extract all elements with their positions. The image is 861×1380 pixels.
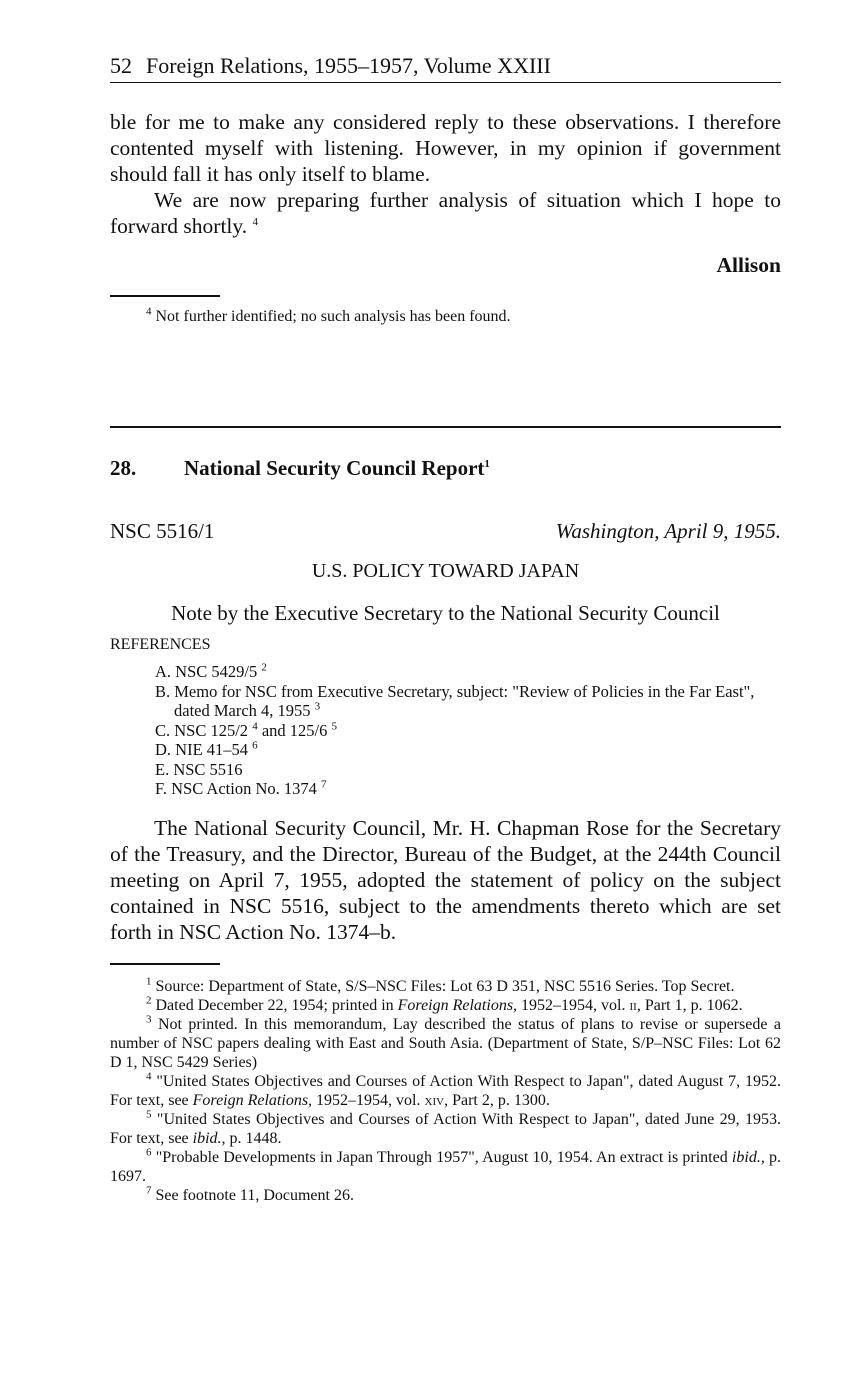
subject-title: U.S. POLICY TOWARD JAPAN	[311, 560, 580, 582]
page	[110, 52, 781, 1205]
reference-text: F. NSC Action No. 1374	[155, 779, 317, 798]
reference-text: B. Memo for NSC from Executive Secretary, subject: "Review of Policies in the Far East", dated March 4, 1955	[155, 681, 755, 720]
footnote-marker: 2	[146, 994, 152, 1007]
paragraph: ble for me to make any considered reply to these observations. I therefore contented myself with listening. However, in my opinion if government should fall it has only itself to blame.	[110, 110, 781, 186]
footnote-ref[interactable]: 2	[261, 661, 267, 674]
footnote-text: "Probable Developments in Japan Through 1957", August 10, 1954. An extract is printed	[155, 1148, 732, 1166]
footnote	[110, 1186, 781, 1205]
paragraph	[110, 187, 781, 239]
document-separator	[110, 426, 781, 428]
reference-text: C. NSC 125/2	[155, 720, 249, 740]
footnote-volume: xiv	[424, 1091, 445, 1109]
footnote	[110, 996, 781, 1015]
footnote	[110, 1015, 781, 1072]
footnote-text: 1952–1954, vol.	[312, 1091, 425, 1109]
continuation-text	[110, 109, 781, 239]
paragraph-text: We are now preparing further analysis of situation which I hope to forward shortly.	[110, 188, 781, 238]
footnote-ref[interactable]: 3	[314, 700, 321, 713]
footnote	[110, 1110, 781, 1148]
footnote-ref[interactable]: 7	[321, 778, 327, 791]
footnote-text: Not further identified; no such analysis has been found.	[155, 308, 511, 325]
footnote-text: "United States Objectives and Courses of Action With Respect to Japan", dated August 7, 1952. For text, see	[110, 1072, 781, 1109]
document-heading	[110, 456, 781, 481]
references-list	[155, 662, 781, 799]
signature: Allison	[716, 253, 781, 277]
footnote-marker: 4	[146, 1070, 152, 1083]
footnote-text: Not printed. In this memorandum, Lay described the status of plans to revise or supersede a number of NSC papers dealing with East and South Asia. (Department of State, S/P–NSC Files: Lot 62 D 1, NSC 5429 Series)	[110, 1015, 781, 1071]
footnote-marker: 6	[146, 1146, 152, 1159]
footnote-marker: 5	[146, 1108, 152, 1121]
document-title-text: National Security Council Report	[184, 456, 485, 480]
footnote-ref[interactable]: 1	[484, 458, 490, 470]
footnote-italic: ibid.,	[731, 1148, 765, 1166]
footnote-ref[interactable]: 6	[252, 739, 258, 752]
footnote-marker: 7	[146, 1184, 152, 1197]
running-header	[110, 52, 781, 83]
document-title	[184, 456, 490, 481]
footnote-text: , Part 2, p. 1300.	[444, 1091, 550, 1109]
footnotes	[110, 977, 781, 1205]
dateline: Washington, April 9, 1955.	[555, 519, 781, 543]
page-number: 52	[110, 53, 132, 78]
footnote-text: Source: Department of State, S/S–NSC Files: Lot 63 D 351, NSC 5516 Series. Top Secret.	[155, 977, 735, 995]
reference-item	[155, 662, 781, 682]
footnote-rule	[110, 963, 220, 965]
document-id: NSC 5516/1	[110, 519, 215, 543]
reference-item	[155, 779, 781, 799]
paragraph: The National Security Council, Mr. H. Chapman Rose for the Secretary of the Treasury, and the Director, Bureau of the Budget, at the 244th Council meeting on April 7, 1955, adopted the statement of policy on the subject contained in NSC 5516, subject to the amendments thereto which are set forth in NSC Action No. 1374–b.	[110, 815, 781, 944]
footnote-marker: 4	[146, 305, 152, 318]
running-title: Foreign Relations, 1955–1957, Volume XXIII	[146, 53, 551, 78]
document-number: 28.	[110, 456, 137, 480]
footnote-text: p. 1697.	[110, 1148, 782, 1185]
note-heading: Note by the Executive Secretary to the National Security Council	[171, 601, 720, 625]
document-body	[110, 815, 781, 945]
reference-text: and 125/6	[261, 720, 328, 740]
footnote-text: See footnote 11, Document 26.	[155, 1186, 354, 1204]
footnote-marker: 1	[146, 975, 152, 988]
reference-item	[155, 682, 781, 721]
footnote-text: , Part 1, p. 1062.	[636, 996, 743, 1014]
references-heading: REFERENCES	[110, 636, 211, 653]
reference-text: A. NSC 5429/5	[155, 662, 258, 681]
footnote	[110, 1072, 781, 1110]
footnotes-previous	[110, 307, 781, 326]
footnote-ref[interactable]: 4	[252, 215, 259, 228]
footnote-italic: Foreign Relations,	[192, 1091, 313, 1109]
footnote-italic: ibid.,	[192, 1129, 226, 1147]
dateline-row	[110, 519, 781, 544]
reference-text: D. NIE 41–54	[155, 740, 249, 759]
reference-item	[155, 760, 781, 780]
footnote-text: "United States Objectives and Courses of Action With Respect to Japan", dated June 29, 1953. For text, see	[110, 1110, 781, 1147]
reference-item	[155, 721, 781, 741]
footnote-marker: 3	[146, 1013, 152, 1026]
footnote-ref[interactable]: 5	[331, 720, 337, 732]
footnote	[110, 1148, 781, 1186]
footnote-ref[interactable]: 4	[252, 720, 258, 732]
footnote-italic: Foreign Relations,	[397, 996, 518, 1014]
reference-text: E. NSC 5516	[155, 759, 243, 779]
reference-item	[155, 740, 781, 760]
footnote-rule	[110, 295, 220, 297]
footnote-volume: ii	[629, 996, 637, 1014]
footnote	[110, 977, 781, 996]
footnote-text: Dated December 22, 1954; printed in	[155, 996, 398, 1014]
footnote-text: 1952–1954, vol.	[517, 996, 630, 1014]
footnote-text: p. 1448.	[225, 1129, 282, 1147]
